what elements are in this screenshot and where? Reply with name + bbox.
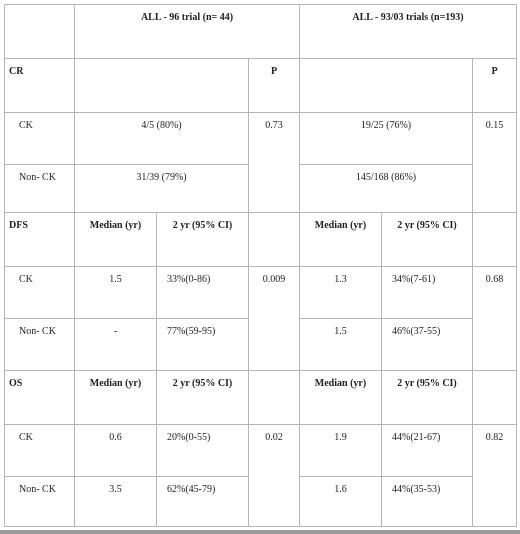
row-label: CK bbox=[5, 425, 75, 477]
os-p-empty-96 bbox=[249, 371, 300, 425]
os-median-header-96: Median (yr) bbox=[75, 371, 157, 425]
dfs-median-header-96: Median (yr) bbox=[75, 213, 157, 267]
dfs-nonck-ci-93: 46%(37-55) bbox=[382, 319, 473, 371]
cr-nonck-t93: 145/168 (86%) bbox=[300, 165, 473, 213]
row-label: CK bbox=[5, 267, 75, 319]
dfs-ci-header-96: 2 yr (95% CI) bbox=[157, 213, 249, 267]
dfs-ci-header-93: 2 yr (95% CI) bbox=[382, 213, 473, 267]
os-median-header-93: Median (yr) bbox=[300, 371, 382, 425]
trial-96-header: ALL - 96 trial (n= 44) bbox=[75, 5, 300, 59]
os-nonck-median-96: 3.5 bbox=[75, 477, 157, 527]
dfs-p-93: 0.68 bbox=[473, 267, 517, 371]
cr-label: CR bbox=[5, 59, 75, 113]
dfs-median-header-93: Median (yr) bbox=[300, 213, 382, 267]
os-ci-header-96: 2 yr (95% CI) bbox=[157, 371, 249, 425]
dfs-nonck-median-96: - bbox=[75, 319, 157, 371]
os-nonck-ci-96: 62%(45-79) bbox=[157, 477, 249, 527]
trial-93-header: ALL - 93/03 trials (n=193) bbox=[300, 5, 517, 59]
dfs-nonck-median-93: 1.5 bbox=[300, 319, 382, 371]
results-table bbox=[4, 4, 517, 527]
dfs-p-empty-96 bbox=[249, 213, 300, 267]
os-label: OS bbox=[5, 371, 75, 425]
dfs-ck-ci-93: 34%(7-61) bbox=[382, 267, 473, 319]
table-row bbox=[5, 113, 517, 165]
os-ck-median-96: 0.6 bbox=[75, 425, 157, 477]
dfs-ck-median-96: 1.5 bbox=[75, 267, 157, 319]
row-label: Non- CK bbox=[5, 477, 75, 527]
dfs-section-row bbox=[5, 213, 517, 267]
os-ck-ci-96: 20%(0-55) bbox=[157, 425, 249, 477]
dfs-p-empty-93 bbox=[473, 213, 517, 267]
dfs-ck-ci-96: 33%(0-86) bbox=[157, 267, 249, 319]
dfs-nonck-ci-96: 77%(59-95) bbox=[157, 319, 249, 371]
row-label: Non- CK bbox=[5, 319, 75, 371]
header-row bbox=[5, 5, 517, 59]
cr-p-93: 0.15 bbox=[473, 113, 517, 213]
cr-p-header-93: P bbox=[473, 59, 517, 113]
row-label: Non- CK bbox=[5, 165, 75, 213]
dfs-p-96: 0.009 bbox=[249, 267, 300, 371]
os-nonck-ci-93: 44%(35-53) bbox=[382, 477, 473, 527]
os-ck-median-93: 1.9 bbox=[300, 425, 382, 477]
os-ci-header-93: 2 yr (95% CI) bbox=[382, 371, 473, 425]
os-p-93: 0.82 bbox=[473, 425, 517, 527]
cr-t96-empty-cell bbox=[75, 59, 249, 113]
cr-p-header-96: P bbox=[249, 59, 300, 113]
table-row bbox=[5, 267, 517, 319]
os-section-row bbox=[5, 371, 517, 425]
cr-p-96: 0.73 bbox=[249, 113, 300, 213]
dfs-ck-median-93: 1.3 bbox=[300, 267, 382, 319]
os-ck-ci-93: 44%(21-67) bbox=[382, 425, 473, 477]
os-nonck-median-93: 1.6 bbox=[300, 477, 382, 527]
cr-section-row bbox=[5, 59, 517, 113]
row-label: CK bbox=[5, 113, 75, 165]
os-p-96: 0.02 bbox=[249, 425, 300, 527]
empty-corner-cell bbox=[5, 5, 75, 59]
dfs-label: DFS bbox=[5, 213, 75, 267]
cr-ck-t93: 19/25 (76%) bbox=[300, 113, 473, 165]
cr-nonck-t96: 31/39 (79%) bbox=[75, 165, 249, 213]
cr-ck-t96: 4/5 (80%) bbox=[75, 113, 249, 165]
cr-t93-empty-cell bbox=[300, 59, 473, 113]
table-row bbox=[5, 425, 517, 477]
os-p-empty-93 bbox=[473, 371, 517, 425]
